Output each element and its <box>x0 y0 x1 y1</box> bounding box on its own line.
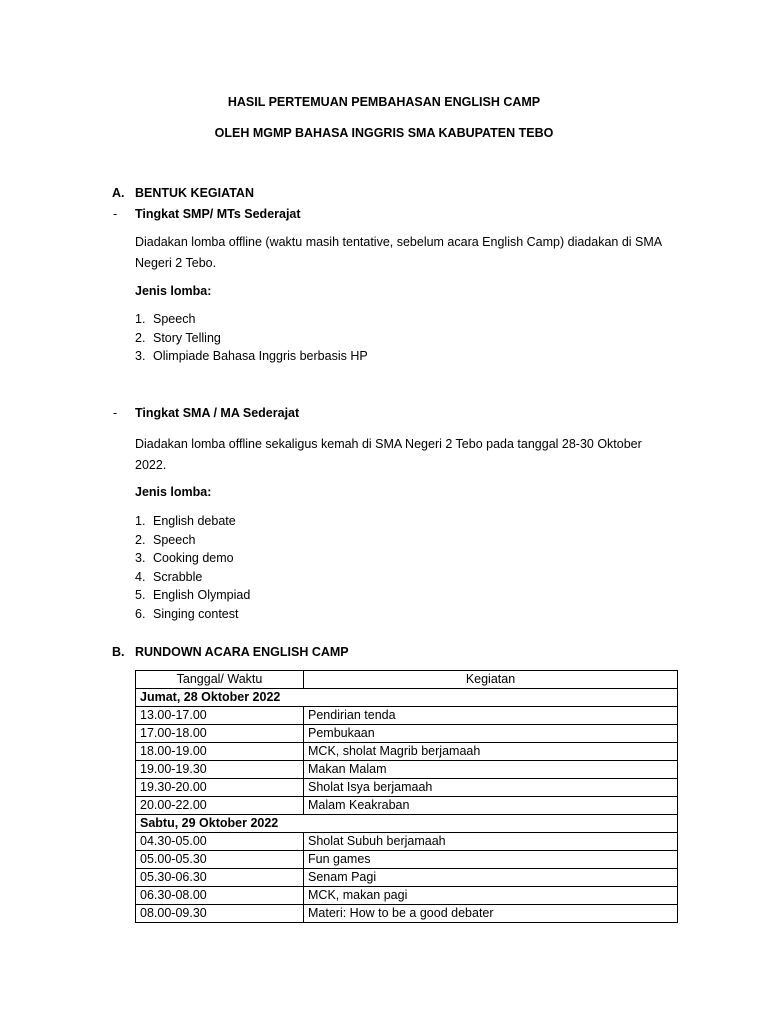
table-row <box>136 779 678 797</box>
list-item-text: Singing contest <box>153 606 239 621</box>
date-cell: Sabtu, 29 Oktober 2022 <box>136 815 678 833</box>
list-item-text: Story Telling <box>153 330 221 345</box>
sma-jenis-lomba: Jenis lomba: <box>135 485 212 499</box>
table-row <box>136 905 678 923</box>
table-row <box>136 761 678 779</box>
time-cell: 19.30-20.00 <box>136 779 304 797</box>
list-item-text: Olimpiade Bahasa Inggris berbasis HP <box>153 349 368 363</box>
list-item-number: 4. <box>135 569 146 584</box>
time-cell: 17.00-18.00 <box>136 725 304 743</box>
time-cell: 18.00-19.00 <box>136 743 304 761</box>
time-cell: 08.00-09.30 <box>136 905 304 923</box>
time-cell: 19.00-19.30 <box>136 761 304 779</box>
list-item-number: 3. <box>135 349 146 363</box>
sma-description: Diadakan lomba offline sekaligus kemah di SMA Negeri 2 Tebo pada tanggal 28-30 Oktober 2022. <box>135 437 642 472</box>
table-row <box>136 707 678 725</box>
activity-cell: Fun games <box>304 851 678 869</box>
sma-heading: Tingkat SMA / MA Sederajat <box>135 406 300 420</box>
activity-cell: Sholat Subuh berjamaah <box>304 833 678 851</box>
activity-cell: MCK, makan pagi <box>304 887 678 905</box>
time-cell: 20.00-22.00 <box>136 797 304 815</box>
list-item-text: Speech <box>153 532 196 547</box>
activity-cell: Pendirian tenda <box>304 707 678 725</box>
section-b-marker: B. <box>112 645 125 659</box>
activity-cell: MCK, sholat Magrib berjamaah <box>304 743 678 761</box>
list-item-text: Cooking demo <box>153 551 234 565</box>
list-item-number: 5. <box>135 588 146 602</box>
date-cell: Jumat, 28 Oktober 2022 <box>136 689 678 707</box>
time-cell: 05.30-06.30 <box>136 869 304 887</box>
smp-heading: Tingkat SMP/ MTs Sederajat <box>135 207 301 221</box>
smp-dash: - <box>113 207 118 221</box>
table-row <box>136 887 678 905</box>
activity-cell: Senam Pagi <box>304 869 678 887</box>
table-header-row <box>136 671 678 689</box>
list-item-text: English Olympiad <box>153 588 251 602</box>
smp-jenis-lomba: Jenis lomba: <box>135 284 212 298</box>
activity-cell: Sholat Isya berjamaah <box>304 779 678 797</box>
list-item-number: 1. <box>135 514 146 528</box>
list-item-number: 2. <box>135 532 146 547</box>
table-row <box>136 743 678 761</box>
activity-cell: Materi: How to be a good debater <box>304 905 678 923</box>
time-cell: 04.30-05.00 <box>136 833 304 851</box>
smp-description: Diadakan lomba offline (waktu masih tentative, sebelum acara English Camp) diadakan di SMA Negeri 2 Tebo. <box>135 235 662 270</box>
time-cell: 05.00-05.30 <box>136 851 304 869</box>
table-row <box>136 797 678 815</box>
document-title: HASIL PERTEMUAN PEMBAHASAN ENGLISH CAMP <box>227 95 541 109</box>
list-item-text: Speech <box>153 312 196 326</box>
list-item-number: 3. <box>135 551 146 565</box>
activity-cell: Makan Malam <box>304 761 678 779</box>
activity-cell: Malam Keakraban <box>304 797 678 815</box>
list-item-text: English debate <box>153 514 236 528</box>
table-date-row <box>136 815 678 833</box>
rundown-table <box>135 670 678 923</box>
table-row <box>136 869 678 887</box>
section-b-heading: RUNDOWN ACARA ENGLISH CAMP <box>135 645 349 659</box>
table-row <box>136 725 678 743</box>
table-row <box>136 851 678 869</box>
list-item-text: Scrabble <box>153 569 203 584</box>
list-item-number: 6. <box>135 606 146 621</box>
sma-dash: - <box>113 406 118 420</box>
section-a-heading: BENTUK KEGIATAN <box>135 186 254 200</box>
time-cell: 13.00-17.00 <box>136 707 304 725</box>
section-a-marker: A. <box>112 186 125 200</box>
list-item-number: 2. <box>135 330 146 345</box>
header-tanggal-waktu: Tanggal/ Waktu <box>136 671 304 689</box>
list-item-number: 1. <box>135 312 146 326</box>
time-cell: 06.30-08.00 <box>136 887 304 905</box>
table-row <box>136 833 678 851</box>
document-subtitle: OLEH MGMP BAHASA INGGRIS SMA KABUPATEN TEBO <box>214 126 554 140</box>
activity-cell: Pembukaan <box>304 725 678 743</box>
table-date-row <box>136 689 678 707</box>
header-kegiatan: Kegiatan <box>304 671 678 689</box>
